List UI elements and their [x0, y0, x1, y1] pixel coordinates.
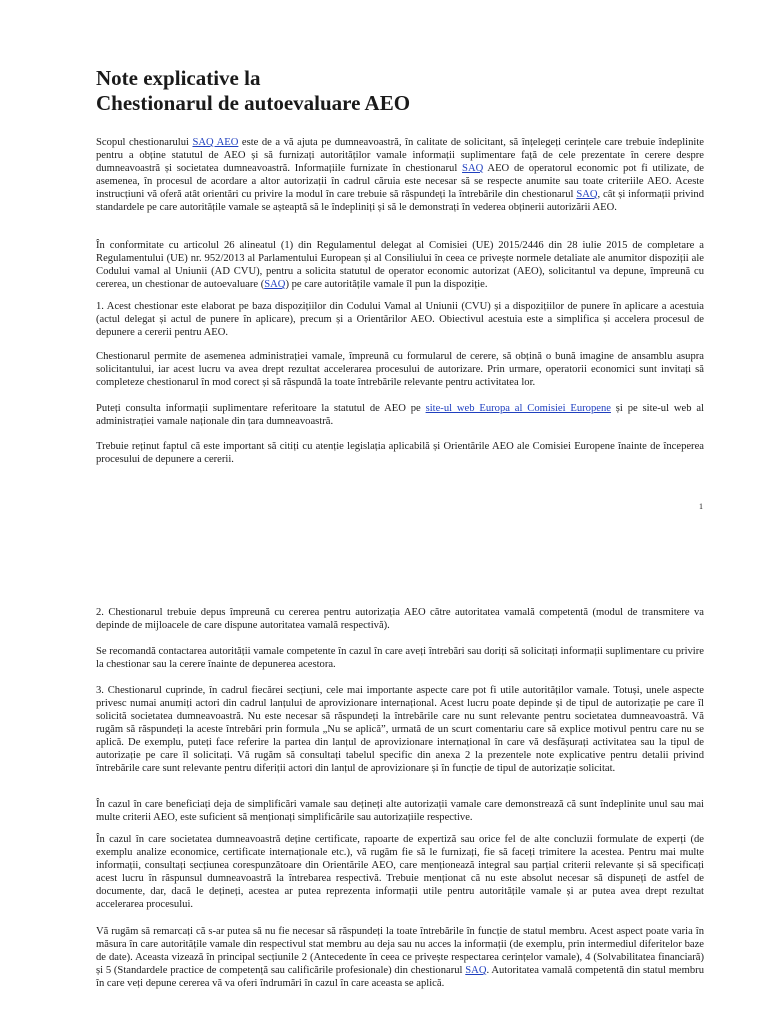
text-fragment: . Autoritatea vamală competentă din statul membru în care veți depune cererea vă va oferi îndrumări în cazul în care aceasta se aplică. [96, 965, 704, 989]
saq-link[interactable]: SAQ [264, 279, 286, 290]
saq-link[interactable]: SAQ [465, 965, 487, 976]
intro-paragraph [96, 136, 704, 214]
saq-link[interactable]: SAQ [576, 189, 598, 200]
paragraph-certificates: În cazul în care societatea dumneavoastră deține certificate, rapoarte de expertiză sau orice fel de alte concluzii formulate de experți (de exemplu analize economice, certificate internaționale etc.), vă rugăm fie să le furnizați, fie să faceți trimitere la acestea. Pentru mai multe informații, consultați secțiunea corespunzătoare din Orientările AEO, care menționează integral sau parțial criterii relevante și să specificați acest lucru în răspunsul dumneavoastră la întrebarea respectivă. Trebuie menționat că nu este absolut necesar să dispuneți de astfel de documente, dar, dacă le dețineți, acestea ar putea reprezenta informații utile pentru autoritățile vamale și ar putea avea drept rezultat accelerarea procesului. [96, 834, 704, 910]
saq-aeo-link[interactable]: SAQ AEO [192, 137, 239, 148]
title-line-2: Chestionarul de autoevaluare AEO [96, 91, 411, 115]
document-title [96, 66, 656, 116]
text-fragment: este de a vă ajuta pe dumneavoastră, în calitate de solicitant, să înțelegeți cerințele care trebuie îndeplinite pentru a obține statutul de AEO și să furnizați autorităților vamale informații suplimentare față de cele prezentate în cerere despre dumneavoastră și societatea dumneavoastră. Informațiile furnizate în chestionarul [96, 137, 704, 174]
text-fragment: și pe site-ul web al administrației vamale naționale din țara dumneavoastră. [96, 403, 704, 427]
paragraph-3: 3. Chestionarul cuprinde, în cadrul fiecărei secțiuni, cele mai importante aspecte care pot fi utile autorităților vamale. Totuși, unele aspecte privesc numai anumiți actori din cadrul lanțului de aprovizionare internațional. Acest lucru poate depinde și de tipul de autorizație pe care îl solicită societatea dumneavoastră. Nu este necesar să răspundeți la întrebările care nu sunt relevante pentru societatea dumneavoastră. Vă rugăm să răspundeți la aceste întrebări prin formula „Nu se aplică”, urmată de un scurt comentariu care să explice motivul pentru care nu se aplică. De exemplu, puteți face referire la partea din lanțul de aprovizionare internațional în care vă desfășurați activitatea sau la tipul de autorizație pe care îl solicitați. Vă rugăm să consultați tabelul specific din anexa 2 la prezentele note explicative pentru detalii privind întrebările care sunt relevante pentru diferiții actori din lanțul de aprovizionare și în funcție de tipul de autorizație solicitat. [96, 685, 704, 774]
paragraph-contact: Se recomandă contactarea autorității vamale competente în cazul în care aveți întrebări sau doriți să solicitați informații suplimentare cu privire la chestionar sau la cerere înainte de depunerea acestora. [96, 646, 704, 670]
paragraph-1: 1. Acest chestionar este elaborat pe baza dispozițiilor din Codului Vamal al Uniunii (CVU) și a dispozițiilor de punere în aplicare a acestuia (actul delegat și actul de punere în aplicare), precum și a Orientărilor AEO. Obiectivul acestuia este a simplifica și accelera procesul de depunere a cererii pentru AEO. [96, 301, 704, 338]
title-line-1: Note explicative la [96, 66, 261, 90]
paragraph-legislation: Trebuie reținut faptul că este important să citiți cu atenție legislația aplicabilă și Orientările AEO ale Comisiei Europene înainte de începerea procesului de depunere a cererii. [96, 441, 704, 465]
paragraph-simplifications: În cazul în care beneficiați deja de simplificări vamale sau dețineți alte autorizații vamale care demonstrează că sunt îndeplinite unul sau mai multe criterii AEO, este suficient să menționați simplificările sau autorizațiile respective. [96, 799, 704, 823]
text-fragment: ) pe care autoritățile vamale îl pun la dispoziție. [285, 279, 488, 290]
text-fragment: În conformitate cu articolul 26 alineatul (1) din Regulamentul delegat al Comisiei (UE) 2015/2446 din 28 iulie 2015 de completare a Regulamentului (UE) nr. 952/2013 al Parlamentului European și al Consiliului în ceea ce privește normele detaliate ale anumitor dispoziții ale Codului vamal al Uniunii (AD CVU), pentru a solicita statutul de operator economic autorizat (AEO), solicitantul va depune, împreună cu cererea, un chestionar de autoevaluare ( [96, 240, 704, 290]
page-number: 1 [699, 502, 703, 511]
text-fragment: Scopul chestionarului [96, 137, 193, 148]
saq-link[interactable]: SAQ [462, 163, 484, 174]
text-fragment: , cât și informații privind standardele pe care autoritățile vamale se așteaptă să le îndepliniți și să le demonstrați în vederea obținerii autorizării AEO. [96, 189, 704, 213]
paragraph-member-state [96, 925, 704, 990]
paragraph-2: 2. Chestionarul trebuie depus împreună cu cererea pentru autorizația AEO către autoritatea vamală competentă (modul de transmitere va depinde de mijloacele de care dispune autoritatea vamală respectivă). [96, 607, 704, 631]
text-fragment: AEO de operatorul economic pot fi utilizate, de asemenea, în procesul de acordare a altor autorizații în cadrul căruia este necesar să se respecte anumite sau toate criteriile AEO. Aceste instrucțiuni vă oferă atât orientări cu privire la modul în care trebuie să răspundeți la întrebările din chestionarul [96, 163, 704, 200]
text-fragment: Puteți consulta informații suplimentare referitoare la statutul de AEO pe [96, 403, 426, 414]
text-fragment: Vă rugăm să remarcați că s-ar putea să nu fie necesar să răspundeți la toate întrebările în funcție de statul membru. Acest aspect poate varia în măsura în care autoritățile vamale din respectivul stat membru au deja sau nu acces la informații (de exemplu, prin intermediul diferitelor baze de date). Aceasta vizează în principal secțiunile 2 (Antecedente în ceea ce privește respectarea cerințelor vamale), 4 (Solvabilitatea financiară) și 5 (Standardele practice de competență sau calificările profesionale) din chestionarul [96, 926, 704, 976]
paragraph-more-info [96, 402, 704, 428]
europa-site-link[interactable]: site-ul web Europa al Comisiei Europene [425, 403, 611, 414]
paragraph-questionnaire: Chestionarul permite de asemenea administrației vamale, împreună cu formularul de cerere, să obțină o bună imagine de ansamblu asupra solicitantului, iar acest lucru va avea drept rezultat accelerarea procesului de autorizare. Prin urmare, operatorii economici sunt invitați să completeze chestionarul în mod corect și să răspundă la toate întrebările relevante pentru activitatea lor. [96, 351, 704, 388]
regulation-paragraph [96, 239, 704, 291]
